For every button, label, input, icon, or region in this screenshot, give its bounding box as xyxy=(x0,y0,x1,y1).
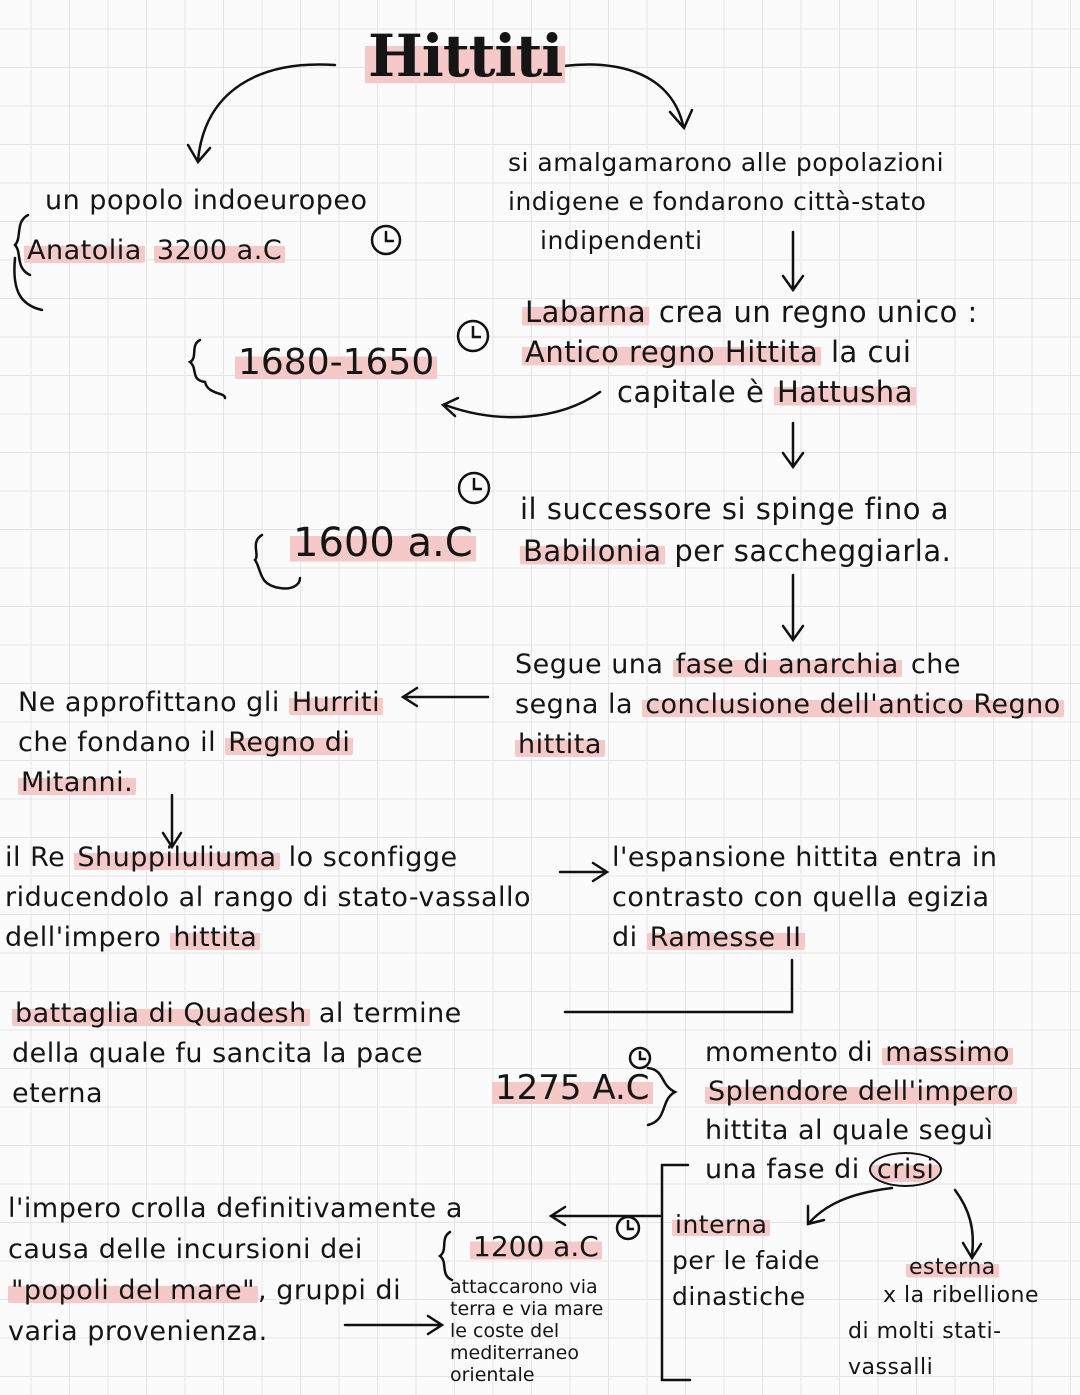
text-regno: Regno di xyxy=(225,727,353,758)
text-esterna: esterna xyxy=(906,1255,999,1280)
text: mediterraneo xyxy=(450,1342,579,1364)
arrow-crisis-b11 xyxy=(551,1207,660,1225)
note-hurriti xyxy=(18,683,383,803)
text: Ne approfittano gli xyxy=(18,687,289,718)
text: massimo xyxy=(882,1037,1013,1068)
note-amalgamation xyxy=(508,143,944,260)
text: lo sconfigge xyxy=(279,842,458,873)
text: le coste del xyxy=(450,1320,560,1342)
text: riducendolo al rango di stato-vassallo xyxy=(5,882,532,913)
note-expansion xyxy=(612,838,997,958)
text: dell'impero xyxy=(5,922,171,953)
place-anatolia: Anatolia xyxy=(24,235,145,266)
text: Splendore dell'impero xyxy=(705,1076,1017,1107)
arrow-b5-b6 xyxy=(403,688,488,706)
text: che fondano il xyxy=(18,727,226,758)
text: di molti stati- xyxy=(848,1319,1002,1344)
name-shuppiluliuma: Shuppiluliuma xyxy=(74,842,279,873)
arrow-b7-b8 xyxy=(560,863,607,881)
note-indoeuropean xyxy=(27,176,368,276)
text: di xyxy=(612,922,647,953)
text: una fase di xyxy=(705,1154,869,1185)
text-battaglia: battaglia di Quadesh xyxy=(12,998,310,1029)
arrow-crisi-interna xyxy=(808,1188,892,1224)
text: dinastiche xyxy=(672,1282,806,1311)
text-conclusione: conclusione dell'antico Regno xyxy=(642,689,1064,720)
text: eterna xyxy=(12,1078,104,1109)
text: che xyxy=(901,649,961,680)
text: hittita xyxy=(170,922,260,953)
note-anarchy xyxy=(515,645,1064,765)
place-mitanni: Mitanni. xyxy=(18,767,136,798)
date-1200: 1200 a.C xyxy=(470,1230,602,1263)
note-attacks xyxy=(450,1276,603,1386)
note-external-crisis xyxy=(848,1250,1039,1386)
text-crisi: crisi xyxy=(869,1152,943,1187)
date-1275: 1275 A.C xyxy=(492,1068,653,1108)
date-3200: 3200 a.C xyxy=(154,235,285,266)
place-babilonia: Babilonia xyxy=(520,534,665,568)
clock-icon xyxy=(630,1048,650,1068)
date-1680-1650: 1680-1650 xyxy=(235,342,437,383)
text: il Re xyxy=(5,842,75,873)
text: l'impero crolla definitivamente a xyxy=(8,1193,463,1224)
connector-b8-b9 xyxy=(565,960,792,1012)
text: indigene e fondarono città-stato xyxy=(508,187,927,216)
text-antico-regno: Antico regno Hittita xyxy=(522,335,821,369)
arrow-title-left xyxy=(188,64,335,162)
text: x la ribellione xyxy=(883,1283,1040,1308)
text: hittita xyxy=(515,729,605,760)
text-interna: interna xyxy=(672,1210,770,1239)
name-labarna: Labarna xyxy=(522,295,649,329)
text: la cui xyxy=(821,335,912,369)
note-shuppiluliuma xyxy=(5,838,531,958)
text: al termine xyxy=(309,998,462,1029)
text-anarchia: fase di anarchia xyxy=(673,649,902,680)
text: momento di xyxy=(705,1037,883,1068)
text: causa delle incursioni dei xyxy=(8,1234,363,1265)
text: si amalgamarono alle popolazioni xyxy=(508,148,945,177)
text: attaccarono via xyxy=(450,1276,598,1298)
note-quadesh xyxy=(12,994,462,1114)
name-ramesse: Ramesse II xyxy=(647,922,805,953)
date-1600: 1600 a.C xyxy=(290,520,476,566)
page-title: Hittiti xyxy=(365,22,565,90)
text: per saccheggiarla. xyxy=(664,534,952,568)
text: contrasto con quella egizia xyxy=(612,882,990,913)
clock-icon xyxy=(458,321,488,351)
text: l'espansione hittita entra in xyxy=(612,842,998,873)
text: hittita al quale seguì xyxy=(705,1115,994,1146)
text: capitale è xyxy=(617,375,774,409)
note-labarna xyxy=(522,292,978,412)
text: per le faide xyxy=(672,1246,821,1275)
text: Segue una xyxy=(515,649,673,680)
text: varia provenienza. xyxy=(8,1316,268,1347)
note-successor xyxy=(520,488,951,572)
text: segna la xyxy=(515,689,643,720)
brace-1680 xyxy=(190,340,225,398)
arrow-b4-b5 xyxy=(783,575,803,640)
text: vassalli xyxy=(848,1355,934,1380)
text: orientale xyxy=(450,1364,535,1386)
text-popoli-del-mare: "popoli del mare" xyxy=(8,1275,258,1306)
text: un popolo indoeuropeo xyxy=(45,185,368,216)
clock-icon xyxy=(372,226,400,254)
text: indipendenti xyxy=(540,226,703,255)
text: crea un regno unico : xyxy=(649,295,978,329)
text: il successore si spinge fino a xyxy=(520,492,950,526)
people-hurriti: Hurriti xyxy=(289,687,383,718)
place-hattusha: Hattusha xyxy=(774,375,916,409)
arrow-b3-b4 xyxy=(783,423,803,467)
note-internal-crisis xyxy=(672,1207,820,1315)
arrow-crisi-esterna xyxy=(955,1190,981,1258)
clock-icon xyxy=(617,1217,639,1239)
clock-icon xyxy=(459,473,489,503)
text: , gruppi di xyxy=(258,1275,402,1306)
note-splendor xyxy=(705,1033,1017,1189)
text: terra e via mare xyxy=(450,1298,604,1320)
note-collapse xyxy=(8,1188,463,1352)
text: della quale fu sancita la pace xyxy=(12,1038,424,1069)
